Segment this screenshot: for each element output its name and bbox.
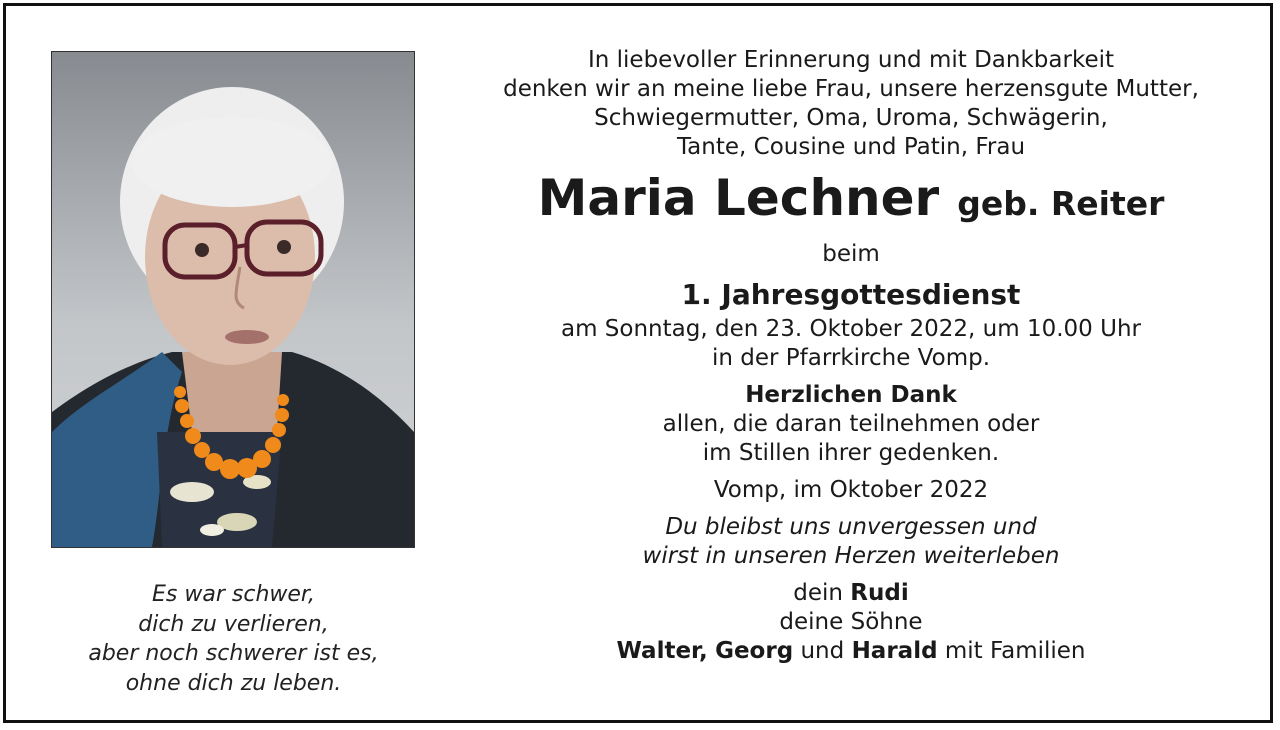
- signature-spouse: [466, 579, 1236, 608]
- quote-line: Es war schwer,: [152, 582, 315, 607]
- signature-sons-label: deine Söhne: [779, 609, 923, 635]
- birth-name: geb. Reiter: [957, 184, 1165, 223]
- obituary-card: [3, 3, 1273, 723]
- intro-line: Schwiegermutter, Oma, Uroma, Schwägerin,: [594, 105, 1108, 131]
- beim-text: beim: [822, 241, 880, 267]
- thanks-line: im Stillen ihrer gedenken.: [702, 440, 1000, 466]
- service-date: am Sonntag, den 23. Oktober 2022, um 10.00 Uhr: [561, 316, 1141, 342]
- intro-line: Tante, Cousine und Patin, Frau: [676, 134, 1026, 160]
- portrait-illustration: [52, 52, 414, 547]
- intro-line: In liebevoller Erinnerung und mit Dankbarkeit: [587, 47, 1115, 73]
- service-title: 1. Jahresgottesdienst: [681, 278, 1021, 311]
- portrait-photo: [51, 51, 415, 548]
- announcement-text: [466, 46, 1236, 666]
- comma: ,: [699, 638, 708, 664]
- thanks-line: allen, die daran teilnehmen oder: [662, 411, 1040, 437]
- thanks-title: Herzlichen Dank: [745, 382, 957, 408]
- service-place: in der Pfarrkirche Vomp.: [711, 345, 991, 371]
- place-date: Vomp, im Oktober 2022: [713, 477, 989, 503]
- intro-line: denken wir an meine liebe Frau, unsere herzensgute Mutter,: [503, 76, 1199, 102]
- son-name: Harald: [851, 638, 938, 664]
- und-text: und: [800, 638, 845, 664]
- quote-line: aber noch schwerer ist es,: [88, 641, 379, 666]
- quote-line: dich zu verlieren,: [138, 611, 329, 637]
- quote-line: ohne dich zu leben.: [125, 670, 342, 696]
- dein-text: dein: [793, 580, 843, 606]
- memorial-line: Du bleibst uns unvergessen und: [665, 514, 1037, 540]
- spouse-name: Rudi: [850, 580, 909, 606]
- signature-sons: [466, 637, 1236, 666]
- memorial-quote: [46, 580, 421, 698]
- memorial-line: wirst in unseren Herzen weiterleben: [642, 543, 1060, 569]
- mit-familien-text: mit Familien: [944, 638, 1086, 664]
- deceased-name-row: [466, 168, 1236, 240]
- deceased-name: Maria Lechner: [537, 169, 940, 227]
- son-name: Walter: [616, 638, 700, 664]
- son-name: Georg: [715, 638, 794, 664]
